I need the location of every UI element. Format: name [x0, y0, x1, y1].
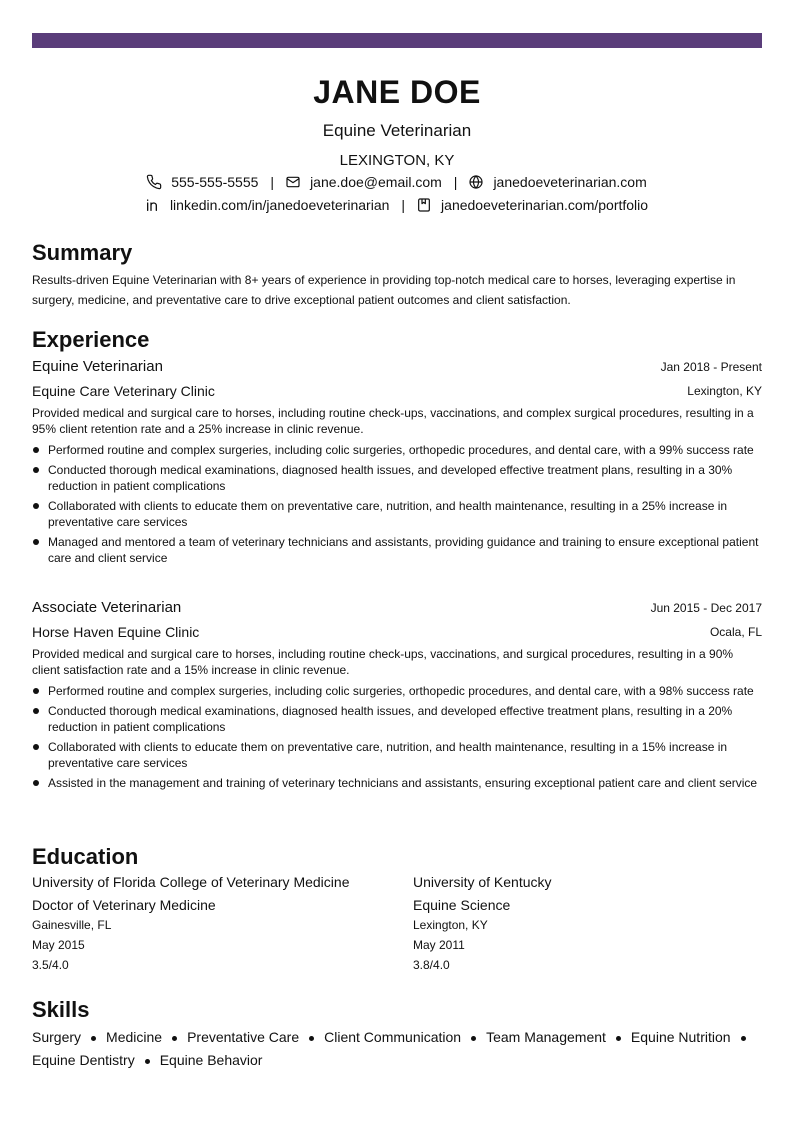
bullet-text: Assisted in the management and training of veterinary technicians and assistants, ensuring exceptional patient care and client service	[48, 776, 758, 790]
bullet-text: Collaborated with clients to educate them on preventative care, nutrition, and health maintenance, resulting in a 15% increase in preventative care services	[48, 740, 728, 770]
candidate-location: LEXINGTON, KY	[339, 152, 455, 169]
contact-row-secondary	[32, 196, 762, 214]
contact-separator: |	[270, 174, 275, 190]
education-entry	[32, 874, 392, 978]
skill-separator	[616, 1036, 621, 1041]
linkedin-icon	[144, 196, 162, 214]
candidate-headline: Equine Veterinarian	[322, 121, 472, 140]
bullet-item	[32, 683, 764, 699]
bullet-dot	[33, 539, 39, 545]
bullet-text: Collaborated with clients to educate them on preventative care, nutrition, and health maintenance, resulting in a 25% increase in preventative care services	[48, 499, 728, 529]
job-bullets	[32, 683, 764, 795]
bullet-item	[32, 534, 764, 566]
bullet-text: Conducted thorough medical examinations, diagnosed health issues, and developed effective treatment plans, resulting in a 30% reduction in patient complications	[48, 463, 733, 493]
bullet-item	[32, 462, 764, 494]
job-bullets	[32, 442, 764, 570]
bullet-dot	[33, 447, 39, 453]
section-title-summary: Summary	[32, 240, 133, 265]
education-gpa: 3.5/4.0	[32, 958, 69, 972]
job-dates: Jun 2015 - Dec 2017	[650, 601, 762, 615]
job-title: Associate Veterinarian	[32, 599, 182, 616]
skill-separator	[91, 1036, 96, 1041]
bullet-dot	[33, 688, 39, 694]
job-company: Horse Haven Equine Clinic	[32, 624, 200, 640]
education-institution: University of Kentucky	[413, 874, 552, 890]
phone-icon	[145, 173, 163, 191]
bullet-item	[32, 498, 764, 530]
candidate-name: JANE DOE	[313, 74, 481, 110]
bullet-dot	[33, 744, 39, 750]
bullet-dot	[33, 467, 39, 473]
email-link[interactable]: jane.doe@email.com	[310, 174, 442, 190]
education-date: May 2015	[32, 938, 85, 952]
bullet-item	[32, 739, 764, 771]
job-location: Ocala, FL	[709, 625, 762, 639]
bullet-item	[32, 703, 764, 735]
section-title-experience: Experience	[32, 327, 150, 352]
skill-item: Client Communication	[324, 1029, 462, 1045]
skill-separator	[471, 1036, 476, 1041]
skill-separator	[145, 1059, 150, 1064]
portfolio-icon	[415, 196, 433, 214]
job-dates: Jan 2018 - Present	[660, 360, 762, 374]
job-title: Equine Veterinarian	[32, 358, 163, 375]
job-description: Provided medical and surgical care to horses, including routine check-ups, vaccinations, and surgical procedures, resulting in a 90% client satisfaction rate and a 15% increase in clinic revenue.	[32, 647, 734, 677]
skill-item: Preventative Care	[187, 1029, 300, 1045]
education-gpa: 3.8/4.0	[413, 958, 450, 972]
skills-list	[32, 1026, 762, 1072]
bullet-text: Performed routine and complex surgeries, including colic surgeries, orthopedic procedures, and dental care, with a 99% success rate	[48, 443, 754, 457]
skill-separator	[172, 1036, 177, 1041]
skill-item: Team Management	[486, 1029, 606, 1045]
education-degree: Equine Science	[413, 897, 511, 913]
skill-item: Equine Nutrition	[630, 1029, 731, 1045]
education-location: Lexington, KY	[413, 918, 488, 932]
job-description: Provided medical and surgical care to horses, including routine check-ups, vaccinations, and complex surgical procedures, resulting in a 95% client retention rate and a 25% increase in clinic revenue.	[32, 406, 754, 436]
globe-icon	[467, 173, 485, 191]
accent-bar	[32, 33, 762, 48]
bullet-text: Performed routine and complex surgeries, including colic surgeries, orthopedic procedures, and dental care, with a 98% success rate	[48, 684, 754, 698]
education-degree: Doctor of Veterinary Medicine	[32, 897, 216, 913]
skill-separator	[309, 1036, 314, 1041]
section-title-skills: Skills	[32, 997, 90, 1022]
bullet-text: Managed and mentored a team of veterinary technicians and assistants, providing guidance and training to ensure exceptional patient care and client service	[48, 535, 759, 565]
envelope-icon	[284, 173, 302, 191]
bullet-item	[32, 442, 764, 458]
bullet-text: Conducted thorough medical examinations, diagnosed health issues, and developed effective treatment plans, resulting in a 20% reduction in patient complications	[48, 704, 733, 734]
bullet-dot	[33, 503, 39, 509]
bullet-dot	[33, 780, 39, 786]
contact-separator: |	[453, 174, 458, 190]
website-link[interactable]: janedoeveterinarian.com	[493, 174, 647, 190]
education-institution: University of Florida College of Veterinary Medicine	[32, 874, 350, 890]
skill-item: Surgery	[32, 1029, 82, 1045]
education-entry	[413, 874, 773, 978]
section-title-education: Education	[32, 844, 139, 869]
bullet-item	[32, 775, 764, 791]
portfolio-link[interactable]: janedoeveterinarian.com/portfolio	[441, 197, 649, 213]
skill-item: Equine Behavior	[159, 1052, 263, 1068]
education-date: May 2011	[413, 938, 465, 952]
skill-item: Medicine	[106, 1029, 163, 1045]
job-company: Equine Care Veterinary Clinic	[32, 383, 215, 399]
contact-separator: |	[401, 197, 406, 213]
skill-separator	[741, 1036, 746, 1041]
summary-text: Results-driven Equine Veterinarian with 8+ years of experience in providing top-notch medical care to horses, leveraging expertise in surgery, medicine, and preventative care to drive exceptional patient outcomes and client satisfaction.	[32, 273, 736, 307]
job-location: Lexington, KY	[687, 384, 762, 398]
bullet-dot	[33, 708, 39, 714]
education-location: Gainesville, FL	[32, 918, 112, 932]
linkedin-link[interactable]: linkedin.com/in/janedoeveterinarian	[169, 197, 390, 213]
phone-link[interactable]: 555-555-5555	[171, 174, 259, 190]
contact-row-primary	[32, 173, 762, 191]
skill-item: Equine Dentistry	[32, 1052, 135, 1068]
